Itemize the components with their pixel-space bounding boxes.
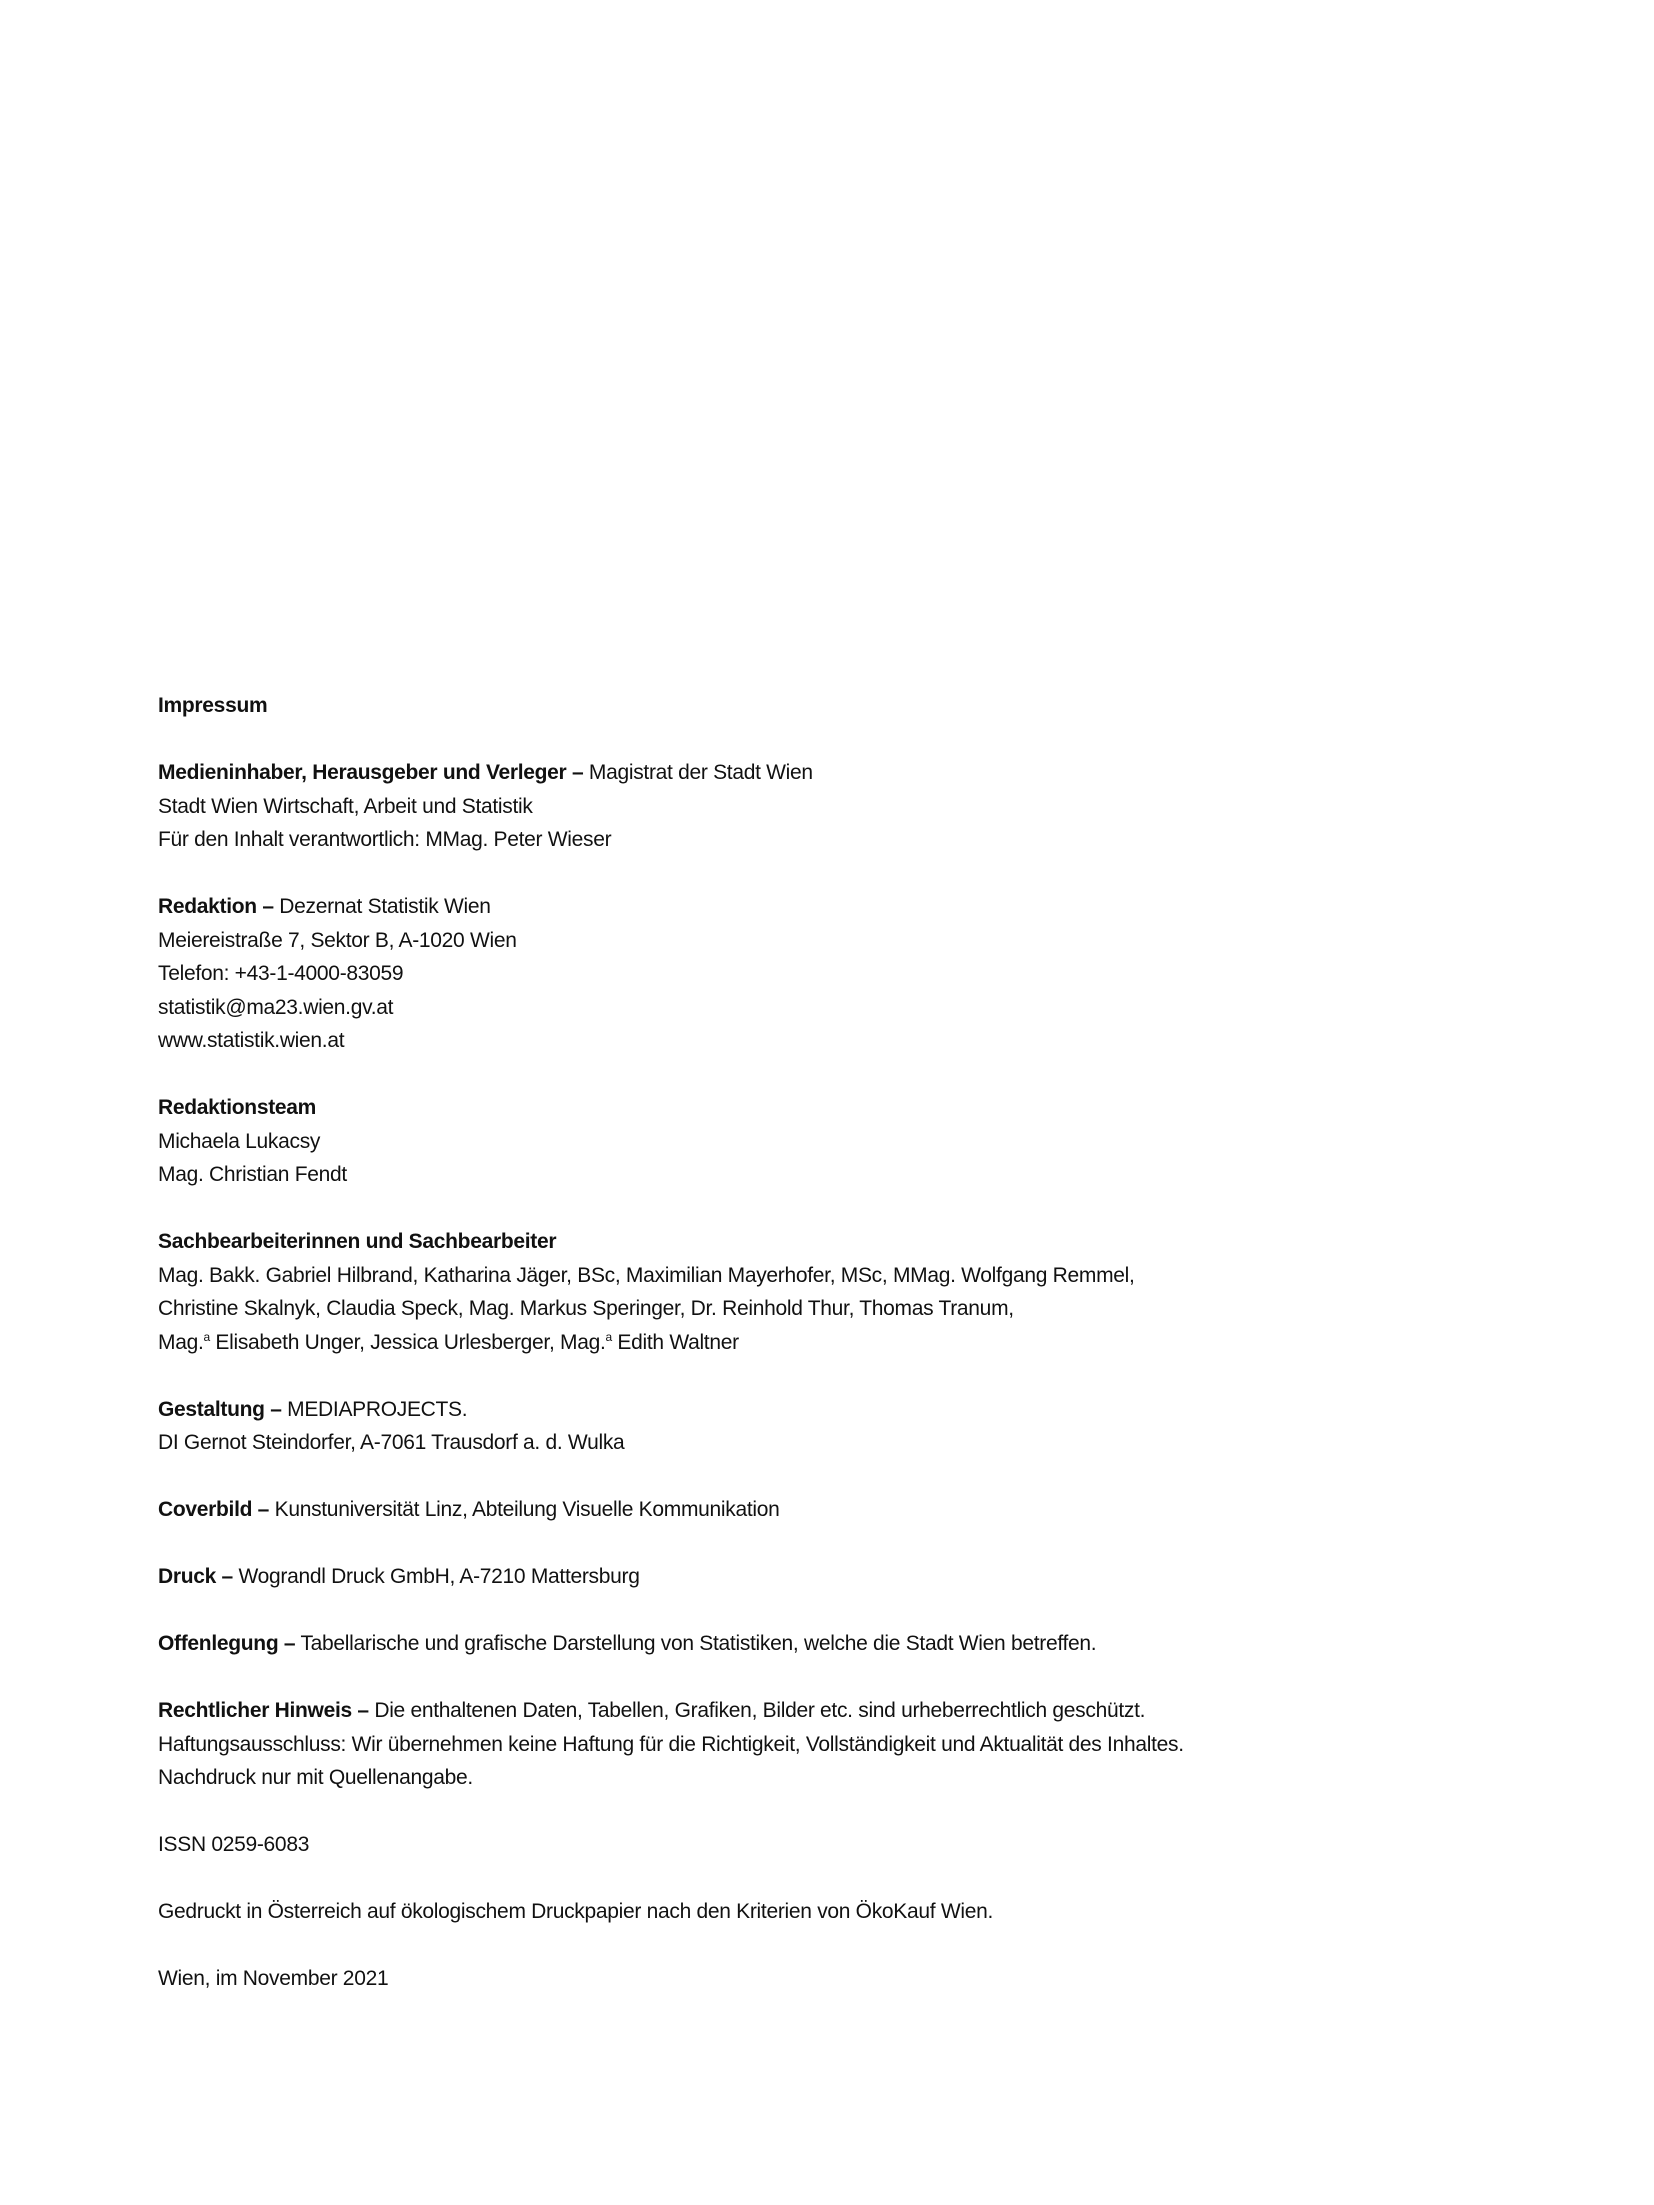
redaktion-web: www.statistik.wien.at [158, 1029, 345, 1052]
druck-section [158, 1560, 1458, 1594]
gedruckt-section [158, 1895, 1458, 1929]
rechtlich-section [158, 1694, 1458, 1795]
redaktion-phone: Telefon: +43-1-4000-83059 [158, 962, 404, 985]
gestaltung-line2: DI Gernot Steindorfer, A-7061 Trausdorf a. d. Wulka [158, 1431, 625, 1454]
rechtlich-line [158, 1694, 1458, 1728]
redaktion-value: Dezernat Statistik Wien [279, 895, 491, 918]
medieninhaber-line [158, 756, 1458, 790]
datum-section [158, 1962, 1458, 1996]
coverbild-section [158, 1493, 1458, 1527]
medieninhaber-label: Medieninhaber, Herausgeber und Verleger – [158, 761, 584, 784]
medieninhaber-line3: Für den Inhalt verantwortlich: MMag. Peter Wieser [158, 828, 612, 851]
offenlegung-value: Tabellarische und grafische Darstellung von Statistiken, welche die Stadt Wien betreffen. [300, 1632, 1097, 1655]
medieninhaber-value: Magistrat der Stadt Wien [588, 761, 813, 784]
sachbearbeiter-line3-c: Edith Waltner [611, 1330, 739, 1354]
redaktion-label: Redaktion – [158, 895, 274, 918]
offenlegung-label: Offenlegung – [158, 1632, 296, 1655]
imprint-title-section [158, 689, 1458, 723]
sachbearbeiter-label: Sachbearbeiterinnen und Sachbearbeiter [158, 1230, 557, 1253]
druck-value: Wograndl Druck GmbH, A-7210 Mattersburg [238, 1565, 640, 1588]
imprint-title: Impressum [158, 694, 268, 717]
sachbearbeiter-line3-b: Elisabeth Unger, Jessica Urlesberger, Mag. [209, 1330, 606, 1354]
issn-section [158, 1828, 1458, 1862]
druck-line [158, 1560, 1458, 1594]
medieninhaber-section [158, 756, 1458, 857]
publication-date: Wien, im November 2021 [158, 1967, 389, 1990]
issn: ISSN 0259-6083 [158, 1833, 310, 1856]
offenlegung-section [158, 1627, 1458, 1661]
rechtlich-label: Rechtlicher Hinweis – [158, 1699, 369, 1722]
rechtlich-value: Die enthaltenen Daten, Tabellen, Grafiken, Bilder etc. sind urheberrechtlich geschützt. [374, 1699, 1146, 1722]
rechtlich-line2: Haftungsausschluss: Wir übernehmen keine Haftung für die Richtigkeit, Vollständigkeit und Aktualität des Inhaltes. [158, 1732, 1184, 1756]
gestaltung-section [158, 1393, 1458, 1460]
redaktionsteam-section [158, 1091, 1458, 1192]
gestaltung-line [158, 1393, 1458, 1427]
rechtlich-line3: Nachdruck nur mit Quellenangabe. [158, 1766, 473, 1789]
offenlegung-line [158, 1627, 1458, 1661]
sachbearbeiter-line2: Christine Skalnyk, Claudia Speck, Mag. Markus Speringer, Dr. Reinhold Thur, Thomas Tranum, [158, 1297, 1014, 1320]
medieninhaber-line2: Stadt Wien Wirtschaft, Arbeit und Statistik [158, 794, 533, 818]
redaktionsteam-member: Mag. Christian Fendt [158, 1163, 347, 1186]
redaktion-address: Meiereistraße 7, Sektor B, A-1020 Wien [158, 928, 517, 952]
redaktionsteam-label: Redaktionsteam [158, 1096, 317, 1119]
imprint-block [158, 689, 1458, 2029]
coverbild-label: Coverbild – [158, 1498, 270, 1521]
redaktion-line [158, 890, 1458, 924]
redaktion-email: statistik@ma23.wien.gv.at [158, 995, 394, 1019]
druck-label: Druck – [158, 1565, 233, 1588]
superscript-a: a [605, 1329, 612, 1344]
gedruckt-note: Gedruckt in Österreich auf ökologischem Druckpapier nach den Kriterien von ÖkoKauf Wien. [158, 1900, 994, 1923]
sachbearbeiter-line3-a: Mag. [158, 1330, 204, 1354]
gestaltung-label: Gestaltung – [158, 1397, 282, 1421]
gestaltung-value: MEDIAPROJECTS. [287, 1397, 468, 1421]
coverbild-value: Kunstuniversität Linz, Abteilung Visuelle Kommunikation [274, 1498, 780, 1521]
sachbearbeiter-line1: Mag. Bakk. Gabriel Hilbrand, Katharina Jäger, BSc, Maximilian Mayerhofer, MSc, MMag. Wolfgang Remmel, [158, 1263, 1135, 1287]
sachbearbeiter-line3 [158, 1326, 1458, 1360]
coverbild-line [158, 1493, 1458, 1527]
sachbearbeiter-section [158, 1225, 1458, 1359]
redaktion-section [158, 890, 1458, 1058]
superscript-a: a [203, 1329, 210, 1344]
redaktionsteam-member: Michaela Lukacsy [158, 1129, 321, 1153]
